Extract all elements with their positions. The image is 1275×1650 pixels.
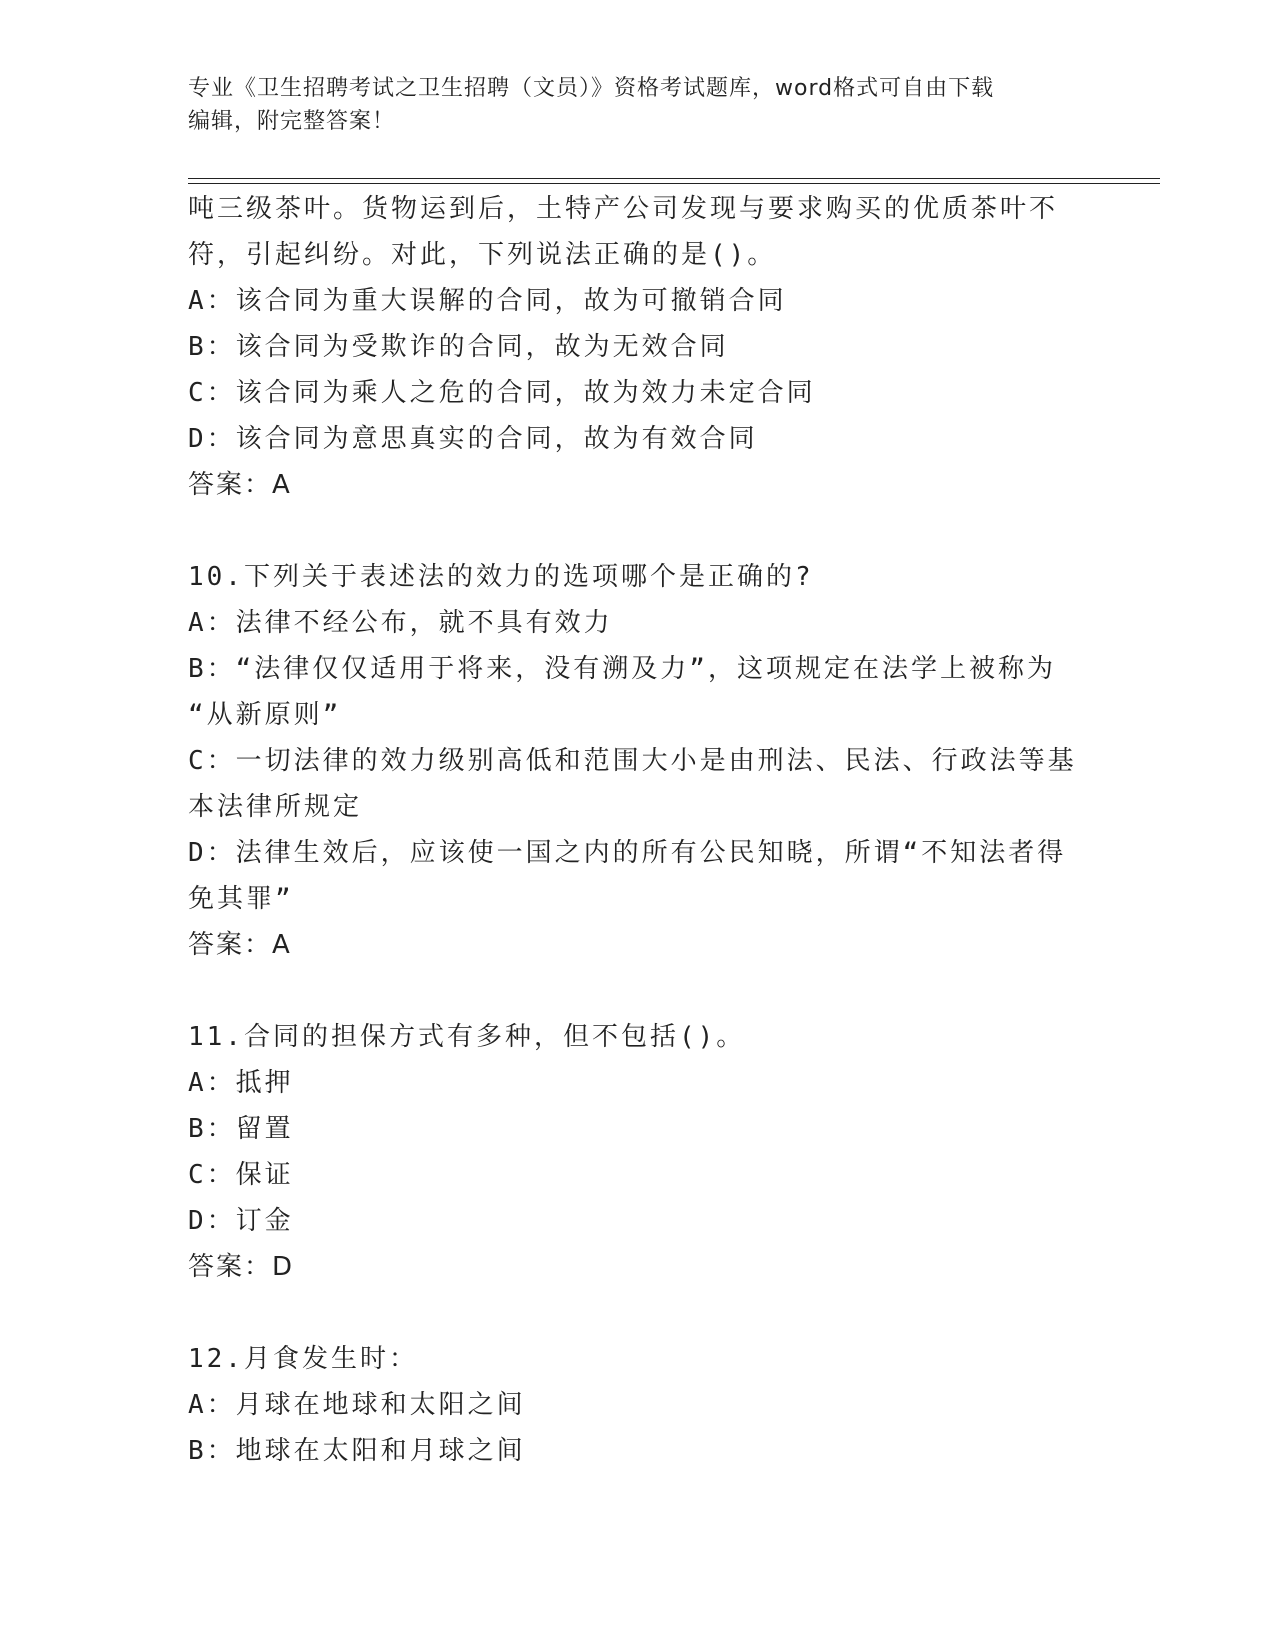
question-9-answer: 答案：A	[188, 470, 292, 500]
question-12	[188, 1336, 1088, 1474]
question-10-option-c-line-2: 本法律所规定	[188, 792, 363, 822]
question-10-answer: 答案：A	[188, 930, 292, 960]
question-10-option-c-line-1: C：一切法律的效力级别高低和范围大小是由刑法、民法、行政法等基	[188, 746, 1077, 776]
header-line-2: 编辑，附完整答案！	[188, 109, 396, 134]
question-12-stem: 12.月食发生时：	[188, 1344, 418, 1374]
question-10	[188, 554, 1088, 968]
question-11-answer: 答案：D	[188, 1252, 295, 1282]
question-11-option-b: B：留置	[188, 1114, 294, 1144]
question-10-option-a: A：法律不经公布，就不具有效力	[188, 608, 613, 638]
question-9-option-b: B：该合同为受欺诈的合同，故为无效合同	[188, 332, 729, 362]
header-line-1: 专业《卫生招聘考试之卫生招聘（文员）》资格考试题库，word格式可自由下载	[188, 76, 995, 101]
question-9-stem-line-1: 吨三级茶叶。货物运到后，土特产公司发现与要求购买的优质茶叶不	[188, 194, 1059, 224]
question-9-option-d: D：该合同为意思真实的合同，故为有效合同	[188, 424, 758, 454]
question-11-option-c: C：保证	[188, 1160, 294, 1190]
question-10-stem: 10.下列关于表述法的效力的选项哪个是正确的?	[188, 562, 814, 592]
question-11	[188, 1014, 1088, 1290]
header-divider-top	[188, 178, 1160, 179]
page-header	[188, 72, 1088, 138]
question-10-option-d-line-2: 免其罪”	[188, 884, 294, 914]
question-10-option-b-line-2: “从新原则”	[188, 700, 342, 730]
question-12-option-a: A：月球在地球和太阳之间	[188, 1390, 526, 1420]
question-10-option-b-line-1: B：“法律仅仅适用于将来，没有溯及力”，这项规定在法学上被称为	[188, 654, 1056, 684]
question-9-stem-line-2: 符，引起纠纷。对此，下列说法正确的是()。	[188, 240, 777, 270]
header-divider-bottom	[188, 183, 1160, 184]
question-9-option-a: A：该合同为重大误解的合同，故为可撤销合同	[188, 286, 787, 316]
question-11-stem: 11.合同的担保方式有多种，但不包括()。	[188, 1022, 746, 1052]
question-11-option-d: D：订金	[188, 1206, 294, 1236]
question-12-option-b: B：地球在太阳和月球之间	[188, 1436, 526, 1466]
question-10-option-d-line-1: D：法律生效后，应该使一国之内的所有公民知晓，所谓“不知法者得	[188, 838, 1067, 868]
question-11-option-a: A：抵押	[188, 1068, 294, 1098]
question-content	[188, 186, 1088, 1474]
question-9	[188, 186, 1088, 508]
question-9-option-c: C：该合同为乘人之危的合同，故为效力未定合同	[188, 378, 816, 408]
